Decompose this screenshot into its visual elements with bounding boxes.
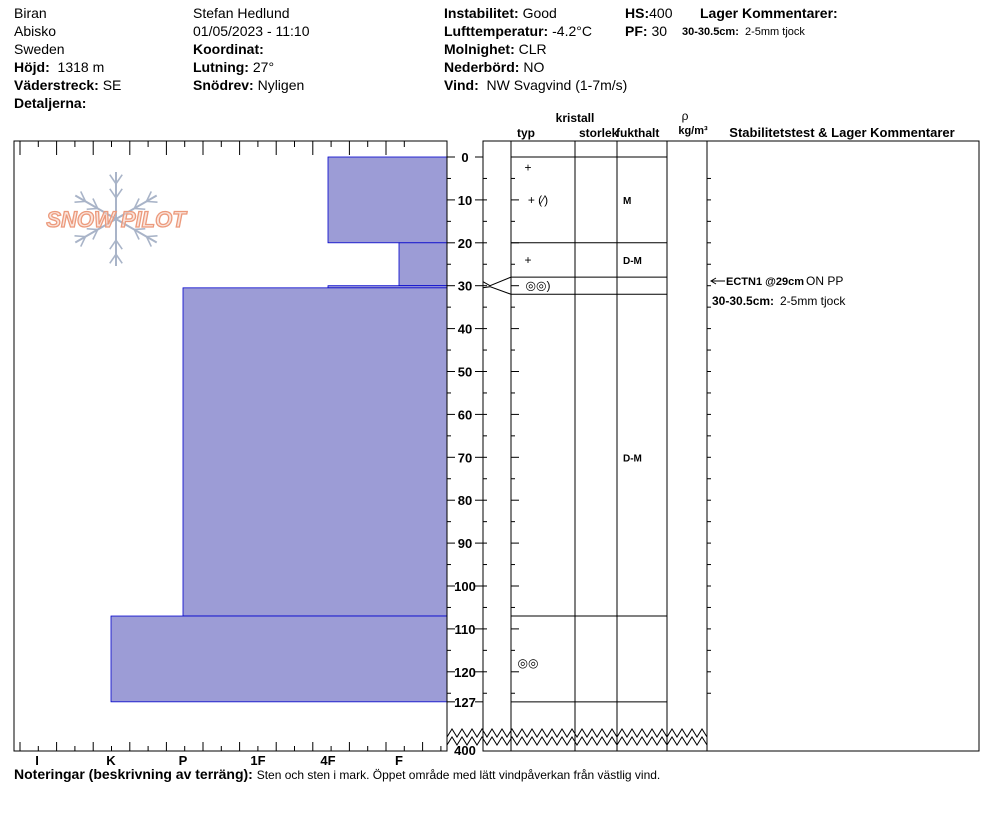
depth-label: 100 (454, 579, 476, 594)
col-density-unit: kg/m³ (678, 125, 708, 137)
sky-value: CLR (518, 41, 547, 57)
location-area: Abisko (14, 23, 57, 39)
grain-symbol: ◎◎ (517, 656, 539, 671)
hardness-bars (111, 157, 447, 702)
depth-label: 127 (454, 694, 476, 710)
grain-symbols (518, 161, 642, 670)
observer-name: Stefan Hedlund (193, 5, 290, 21)
details-label: Detaljerna: (14, 95, 87, 111)
observation-datetime: 01/05/2023 - 11:10 (193, 23, 310, 39)
moisture-code: D-M (623, 453, 642, 465)
layer-comment-depth: 30-30.5cm: (682, 26, 739, 38)
notes-label: Noteringar (beskrivning av terräng): (14, 766, 253, 782)
drift-label: Snödrev: (193, 77, 254, 93)
depth-label: 60 (457, 407, 473, 423)
flake-branch (147, 236, 158, 237)
test-result: ON PP (806, 274, 844, 288)
depth-label: 20 (457, 235, 473, 251)
slope-label: Lutning: (193, 59, 249, 75)
grain-symbol: ◎◎) (525, 278, 551, 293)
pf-value: 30 (651, 23, 668, 39)
depth-label: 40 (457, 321, 473, 337)
hardness-bar (183, 288, 447, 616)
sky-label: Molnighet: (444, 41, 515, 57)
airtemp-value: -4.2°C (552, 23, 592, 39)
aspect-value: SE (102, 77, 122, 93)
flake-branch (147, 201, 158, 202)
grain-panel (447, 141, 711, 751)
hardness-label: I (35, 753, 39, 768)
airtemp-label: Lufttemperatur: (444, 23, 549, 39)
moisture-code: D-M (623, 255, 642, 267)
aspect-label: Väderstreck: (14, 77, 99, 93)
depth-axis (447, 150, 483, 758)
wind-value: NW Svagvind (1-7m/s) (486, 77, 628, 93)
depth-label: 10 (457, 192, 473, 208)
drift-value: Nyligen (257, 77, 305, 93)
hardness-axis (20, 742, 441, 768)
slope-value: 27° (252, 59, 275, 75)
depth-label: 80 (457, 493, 473, 509)
col-stability-comments: Stabilitetstest & Lager Kommentarer (729, 125, 955, 140)
wind-label: Vind: (444, 77, 479, 93)
depth-label: 70 (457, 450, 473, 466)
pf-label: PF: (625, 23, 648, 39)
layer-comments-title: Lager Kommentarer: (700, 5, 838, 21)
col-size: storlek (579, 126, 619, 140)
depth-label: 0 (461, 150, 469, 165)
precip-label: Nederbörd: (444, 59, 520, 75)
depth-label: 30 (457, 278, 473, 294)
stability-value: Good (522, 5, 557, 21)
depth-label: 90 (457, 536, 473, 552)
stability-label: Instabilitet: (444, 5, 519, 21)
zigzag-line (447, 729, 707, 737)
layer-comment-text: 2-5mm tjock (745, 26, 805, 38)
col-crystal: kristall (555, 111, 595, 125)
grain-symbol: + (⁄) (527, 192, 549, 207)
hardness-label: P (178, 753, 188, 768)
hardness-bar (328, 157, 447, 243)
coord-label: Koordinat: (193, 41, 264, 57)
flake-branch (75, 236, 86, 237)
elevation-label: Höjd: (14, 59, 50, 75)
col-moisture: fukthalt (616, 126, 660, 140)
col-type: typ (517, 126, 535, 140)
layer-lines (483, 157, 711, 702)
depth-bottom-label: 400 (454, 743, 476, 758)
location-country: Sweden (14, 41, 65, 57)
moisture-code: M (623, 195, 632, 207)
hs-value: 400 (649, 5, 673, 21)
logo-text: SNOW PILOT (46, 207, 186, 232)
terrain-notes (14, 766, 660, 782)
comments-panel (707, 141, 979, 751)
hardness-label: K (106, 753, 116, 768)
hardness-bar (399, 243, 447, 286)
location-name: Biran (14, 5, 47, 21)
comment-depth: 30-30.5cm: (712, 294, 775, 308)
hardness-top-ticks (20, 141, 404, 155)
flake-branch (75, 201, 86, 202)
snowpilot-logo (46, 172, 187, 266)
depth-label: 110 (454, 621, 476, 637)
hardness-label: 4F (320, 753, 336, 768)
profile-break-zigzag (447, 729, 707, 745)
hardness-label: 1F (250, 753, 266, 768)
notes-text: Sten och sten i mark. Öppet område med lätt vindpåverkan från västlig vind. (256, 768, 661, 782)
layer-connector (483, 277, 511, 286)
col-rho: ρ (681, 109, 689, 123)
depth-label: 120 (454, 664, 476, 680)
depth-label: 50 (457, 364, 473, 380)
grain-symbol: + (524, 252, 532, 267)
grain-symbol: + (524, 160, 532, 175)
precip-value: NO (523, 59, 545, 75)
zigzag-line (447, 737, 707, 745)
layer-connector (483, 287, 511, 295)
hardness-bar (111, 616, 447, 702)
comment-text: 2-5mm tjock (780, 294, 846, 308)
stability-test (711, 274, 843, 288)
hardness-label: F (395, 753, 403, 768)
hs-label: HS: (625, 5, 650, 21)
test-label: ECTN1 @29cm (726, 276, 804, 288)
elevation-value: 1318 m (57, 59, 105, 75)
